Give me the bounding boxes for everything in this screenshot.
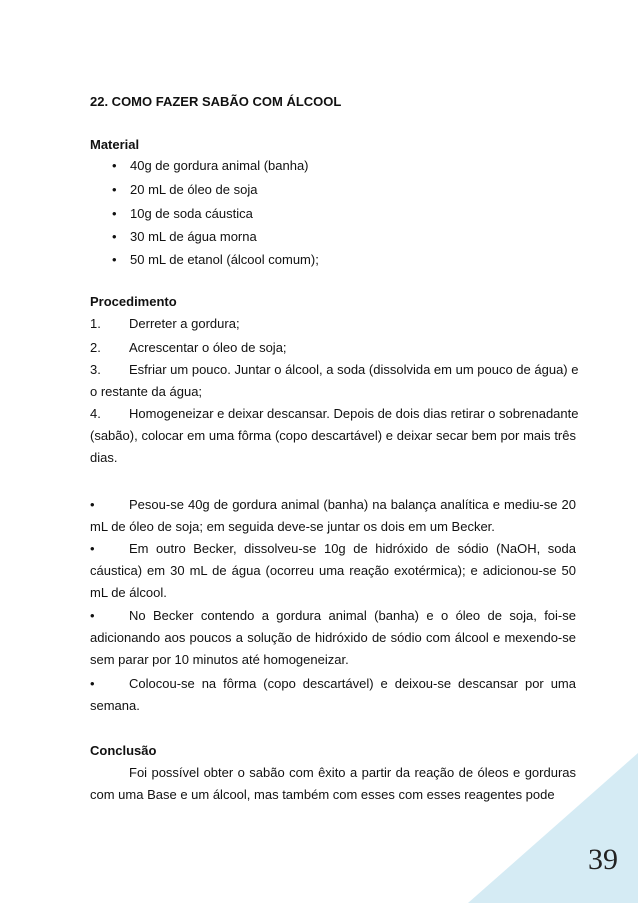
conclusao-text: Foi possível obter o sabão com êxito a partir da reação de óleos e gorduras com uma Base e um álcool, mas também com esses com esses reagentes pode: [90, 765, 576, 802]
bullet-icon: •: [112, 229, 117, 244]
procedure-bullet: • Pesou-se 40g de gordura animal (banha) na balança analítica e mediu-se 20 mL de óleo de soja; em seguida deve-se juntar os dois em um Becker.: [90, 494, 576, 538]
document-page: 22. COMO FAZER SABÃO COM ÁLCOOL Material • 40g de gordura animal (banha) • 20 mL de óleo de soja • 10g de soda cáustica • 30 mL de água morna • 50 mL de etanol (álcool comum); Procedimento 1. Derreter a gordura; 2. Acrescentar o óleo de soja; 3. Esfriar um pouco. Juntar o álcool, a soda (dissolvida em um pouco de água) e o restante da água; 4. Homogeneizar e deixar descansar. Depois de dois dias retirar o sobrenadante (sabão), colocar em uma fôrma (copo descartável) e deixar secar bem por mais três dias. • Pesou-se 40g de gordura animal (banha) na balança analítica e mediu-se 20 mL de óleo de soja; em seguida deve-se juntar os dois em um Becker. • Em outro Becker, dissolveu-se 10g de hidróxido de sódio (NaOH, soda cáustica) em 30 mL de água (ocorreu uma reação exotérmica); e adicionou-se 50 mL de álcool. • No Becker contendo a gordura animal (banha) e o óleo de soja, foi-se adicionando aos poucos a solução de hidróxido de sódio com álcool e mexendo-se sem parar por 10 minutos até homogeneizar. • Colocou-se na fôrma (copo descartável) e deixou-se descansar por uma semana. Conclusão Foi possível obter o sabão com êxito a partir da reação de óleos e gorduras com uma Base e um álcool, mas também com esses com esses reagentes pode 39: [0, 0, 638, 903]
procedure-bullet: • Colocou-se na fôrma (copo descartável) e deixou-se descansar por uma semana.: [90, 673, 576, 717]
section-heading: 22. COMO FAZER SABÃO COM ÁLCOOL: [90, 94, 342, 109]
procedure-bullet: • Em outro Becker, dissolveu-se 10g de hidróxido de sódio (NaOH, soda cáustica) em 30 mL de água (ocorreu uma reação exotérmica); e adicionou-se 50 mL de álcool.: [90, 538, 576, 604]
corner-triangle: [468, 753, 638, 903]
procedimento-title: Procedimento: [90, 294, 177, 309]
material-title: Material: [90, 137, 140, 152]
bullet-icon: •: [90, 608, 95, 623]
procedure-step-continuation: o restante da água;: [90, 384, 203, 399]
bullet-icon: •: [112, 206, 117, 221]
procedure-step-continuation: (sabão), colocar em uma fôrma (copo descartável) e deixar secar bem por mais três dias.: [90, 428, 576, 465]
page-number: 39: [588, 843, 618, 876]
bullet-icon: •: [112, 182, 117, 197]
conclusao-title: Conclusão: [90, 743, 157, 758]
page-corner-decoration: [468, 753, 638, 903]
bullet-icon: •: [90, 541, 95, 556]
bullet-icon: •: [112, 252, 117, 267]
bullet-icon: •: [112, 158, 117, 173]
bullet-icon: •: [90, 676, 95, 691]
bullet-icon: •: [90, 497, 95, 512]
procedure-bullet: • No Becker contendo a gordura animal (banha) e o óleo de soja, foi-se adicionando aos poucos a solução de hidróxido de sódio com álcool e mexendo-se sem parar por 10 minutos até homogeneizar.: [90, 605, 576, 671]
